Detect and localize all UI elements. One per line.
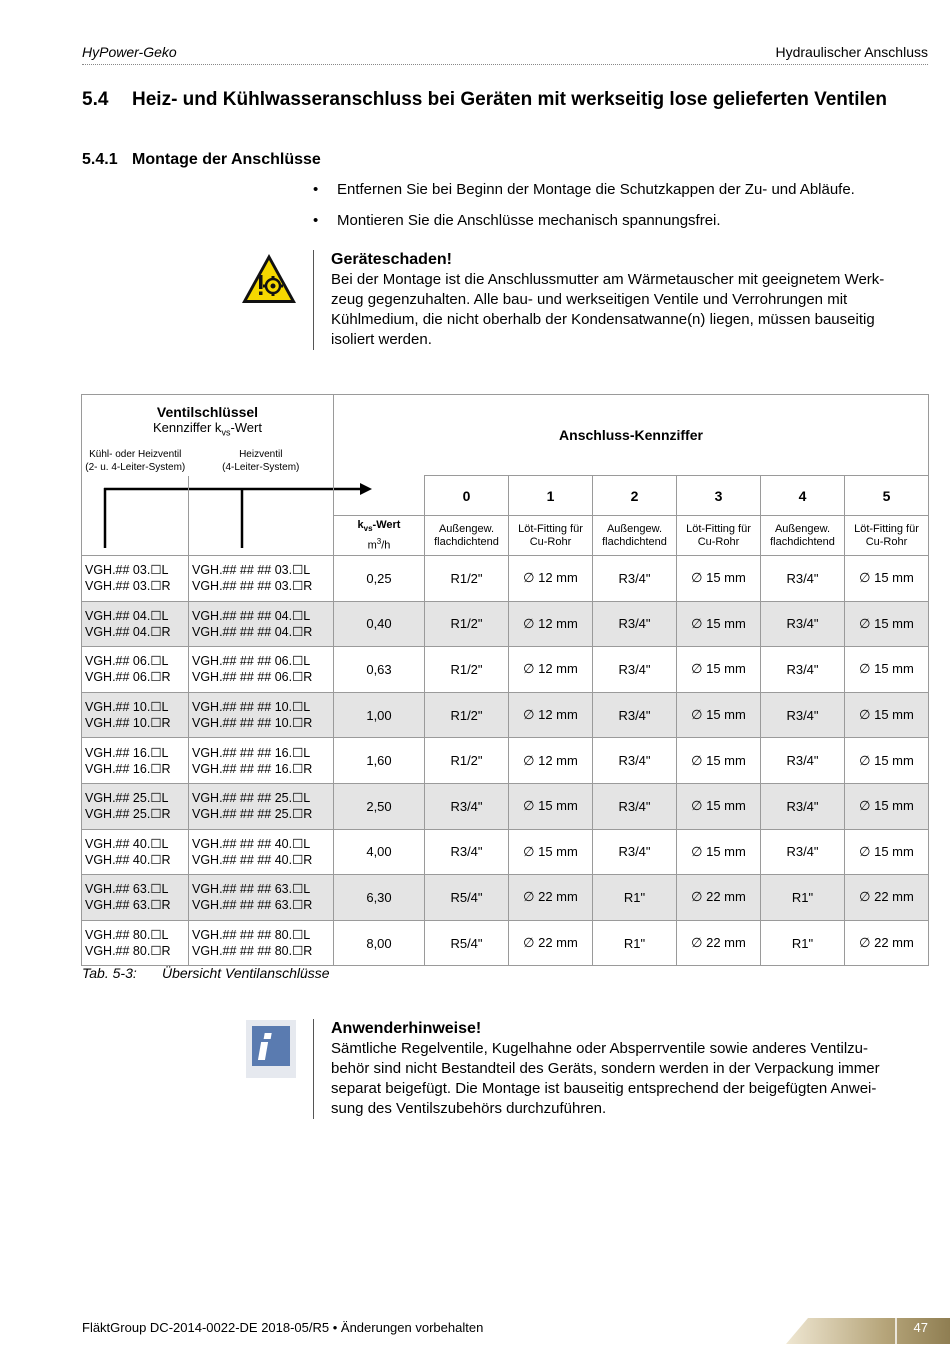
connection-size: R1" xyxy=(761,920,845,966)
connection-size: ∅ 15 mm xyxy=(677,783,761,829)
warning-line: isoliert werden. xyxy=(331,331,432,348)
section-heading xyxy=(82,89,887,111)
kvs-header: $k_{vs}$-Wert $m^3/h$ xyxy=(334,516,425,556)
subsection-title: Montage der Anschlüsse xyxy=(132,151,321,168)
connection-size: R1/2" xyxy=(425,601,509,647)
kvs-value: 0,25 xyxy=(334,556,425,602)
column-type: Außengew. flachdichtend xyxy=(593,516,677,556)
info-line: Sämtliche Regelventile, Kugelhahne oder Absperrventile sowie anderes Ventilzu- xyxy=(331,1040,868,1057)
connection-size: R1" xyxy=(593,875,677,921)
connection-size: ∅ 15 mm xyxy=(677,692,761,738)
connection-size: ∅ 15 mm xyxy=(509,783,593,829)
key-title: Ventilschlüssel xyxy=(156,404,259,421)
kvs-value: 4,00 xyxy=(334,829,425,875)
connection-size: R3/4" xyxy=(761,601,845,647)
heating-valve-key: VGH.## ## ## 16.☐L VGH.## ## ## 16.☐R xyxy=(189,738,334,784)
bullet-list xyxy=(313,180,855,242)
connection-size: R3/4" xyxy=(425,829,509,875)
connection-size: R1/2" xyxy=(425,738,509,784)
info-notice xyxy=(313,1019,943,1119)
heating-valve-key: VGH.## ## ## 25.☐L VGH.## ## ## 25.☐R xyxy=(189,783,334,829)
connection-size: ∅ 15 mm xyxy=(677,647,761,693)
info-title: Anwenderhinweise! xyxy=(331,1020,482,1037)
connection-size: ∅ 15 mm xyxy=(677,601,761,647)
connection-size: R3/4" xyxy=(593,601,677,647)
column-type: Löt-Fitting für Cu-Rohr xyxy=(845,516,929,556)
heating-valve-key: VGH.## ## ## 80.☐L VGH.## ## ## 80.☐R xyxy=(189,920,334,966)
table-row xyxy=(82,920,929,966)
connection-code-header: Anschluss-Kennziffer xyxy=(334,395,929,476)
connection-size: R3/4" xyxy=(593,647,677,693)
subsection-heading xyxy=(82,151,321,169)
header-left: HyPower-Geko xyxy=(82,44,177,60)
table-row xyxy=(82,875,929,921)
kvs-value: 0,63 xyxy=(334,647,425,693)
connection-size: R3/4" xyxy=(593,829,677,875)
connection-size: ∅ 22 mm xyxy=(845,920,929,966)
table-row xyxy=(82,647,929,693)
table-row xyxy=(82,829,929,875)
cooling-valve-key: VGH.## 06.☐L VGH.## 06.☐R xyxy=(82,647,189,693)
heating-valve-label: Heizventil (4-Leiter-System) xyxy=(189,448,334,476)
info-line: behör sind nicht Bestandteil des Geräts, sondern werden in der Verpackung immer xyxy=(331,1060,880,1077)
table-row xyxy=(82,692,929,738)
connection-size: ∅ 12 mm xyxy=(509,601,593,647)
subsection-number: 5.4.1 xyxy=(82,151,118,168)
connection-size: ∅ 22 mm xyxy=(677,875,761,921)
footer-text: FläktGroup DC-2014-0022-DE 2018-05/R5 • Änderungen vorbehalten xyxy=(82,1320,484,1335)
cooling-valve-key: VGH.## 03.☐L VGH.## 03.☐R xyxy=(82,556,189,602)
warning-triangle-icon xyxy=(240,252,298,306)
kvs-value: 0,40 xyxy=(334,601,425,647)
connection-size: R1/2" xyxy=(425,647,509,693)
cooling-valve-key: VGH.## 16.☐L VGH.## 16.☐R xyxy=(82,738,189,784)
connection-size: R1/2" xyxy=(425,556,509,602)
bullet-item: • Montieren Sie die Anschlüsse mechanisch spannungsfrei. xyxy=(313,211,855,231)
connection-size: ∅ 15 mm xyxy=(845,829,929,875)
connection-size: ∅ 15 mm xyxy=(845,692,929,738)
connection-size: R3/4" xyxy=(761,647,845,693)
connection-size: ∅ 12 mm xyxy=(509,556,593,602)
info-icon xyxy=(246,1020,296,1078)
connection-size: ∅ 22 mm xyxy=(509,875,593,921)
connection-size: ∅ 15 mm xyxy=(677,556,761,602)
connection-size: R3/4" xyxy=(761,556,845,602)
cooling-valve-key: VGH.## 04.☐L VGH.## 04.☐R xyxy=(82,601,189,647)
cooling-valve-key: VGH.## 25.☐L VGH.## 25.☐R xyxy=(82,783,189,829)
info-line: separat beigefügt. Die Montage ist bauseitig entsprechend der beigefügten Anwei- xyxy=(331,1080,877,1097)
connection-size: ∅ 22 mm xyxy=(845,875,929,921)
connection-size: ∅ 15 mm xyxy=(677,829,761,875)
connection-size: ∅ 15 mm xyxy=(845,601,929,647)
connection-size: R3/4" xyxy=(425,783,509,829)
connection-size: R3/4" xyxy=(593,692,677,738)
caption-text: Übersicht Ventilanschlüsse xyxy=(162,965,330,981)
heating-valve-key: VGH.## ## ## 10.☐L VGH.## ## ## 10.☐R xyxy=(189,692,334,738)
heating-valve-key: VGH.## ## ## 06.☐L VGH.## ## ## 06.☐R xyxy=(189,647,334,693)
connection-size: ∅ 22 mm xyxy=(509,920,593,966)
connection-size: R3/4" xyxy=(761,738,845,784)
connection-digit: 2 xyxy=(593,476,677,516)
connection-size: R5/4" xyxy=(425,920,509,966)
connection-size: ∅ 15 mm xyxy=(509,829,593,875)
section-number: 5.4 xyxy=(82,89,109,110)
bullet-item: • Entfernen Sie bei Beginn der Montage die Schutzkappen der Zu- und Abläufe. xyxy=(313,180,855,200)
key-header xyxy=(82,395,334,448)
heating-valve-key: VGH.## ## ## 03.☐L VGH.## ## ## 03.☐R xyxy=(189,556,334,602)
cooling-heating-valve-label: Kühl- oder Heizventil (2- u. 4-Leiter-System) xyxy=(82,448,189,476)
connection-size: ∅ 12 mm xyxy=(509,692,593,738)
column-type: Löt-Fitting für Cu-Rohr xyxy=(677,516,761,556)
heating-valve-key: VGH.## ## ## 63.☐L VGH.## ## ## 63.☐R xyxy=(189,875,334,921)
caption-number: Tab. 5-3: xyxy=(82,965,137,981)
table-caption xyxy=(82,965,330,981)
table-row xyxy=(82,601,929,647)
page-number: 47 xyxy=(913,1320,928,1335)
connection-size: ∅ 22 mm xyxy=(677,920,761,966)
warning-line: Kühlmedium, die nicht oberhalb der Kondensatwanne(n) liegen, müssen bauseitig xyxy=(331,311,875,328)
connection-digit: 3 xyxy=(677,476,761,516)
warning-line: zeug gegenzuhalten. Alle bau- und werkseitigen Ventile und Verrohrungen mit xyxy=(331,291,848,308)
section-title: Heiz- und Kühlwasseranschluss bei Geräten mit werkseitig lose gelieferten Ventilen xyxy=(132,89,887,110)
table-row xyxy=(82,556,929,602)
connection-size: R1/2" xyxy=(425,692,509,738)
cooling-valve-key: VGH.## 80.☐L VGH.## 80.☐R xyxy=(82,920,189,966)
connection-digit: 0 xyxy=(425,476,509,516)
cooling-valve-key: VGH.## 40.☐L VGH.## 40.☐R xyxy=(82,829,189,875)
connection-size: ∅ 15 mm xyxy=(845,783,929,829)
connection-size: ∅ 15 mm xyxy=(845,738,929,784)
connection-digit: 5 xyxy=(845,476,929,516)
column-type: Außengew. flachdichtend xyxy=(761,516,845,556)
kvs-value: 2,50 xyxy=(334,783,425,829)
connection-size: ∅ 15 mm xyxy=(677,738,761,784)
table-row xyxy=(82,783,929,829)
warning-notice xyxy=(313,250,943,350)
info-line: sung des Ventilszubehörs durchzuführen. xyxy=(331,1100,607,1117)
table-row xyxy=(82,738,929,784)
connection-size: ∅ 12 mm xyxy=(509,738,593,784)
heating-valve-key: VGH.## ## ## 04.☐L VGH.## ## ## 04.☐R xyxy=(189,601,334,647)
connection-size: R3/4" xyxy=(761,783,845,829)
connection-size: ∅ 12 mm xyxy=(509,647,593,693)
kvs-value: 8,00 xyxy=(334,920,425,966)
connection-size: ∅ 15 mm xyxy=(845,556,929,602)
connection-size: R3/4" xyxy=(761,829,845,875)
connection-size: R3/4" xyxy=(593,738,677,784)
key-subtitle: Kennziffer $k_{vs}$-Wert xyxy=(153,420,262,439)
column-type: Außengew. flachdichtend xyxy=(425,516,509,556)
kvs-value: 6,30 xyxy=(334,875,425,921)
cooling-valve-key: VGH.## 10.☐L VGH.## 10.☐R xyxy=(82,692,189,738)
kvs-value: 1,60 xyxy=(334,738,425,784)
header-right: Hydraulischer Anschluss xyxy=(775,44,928,60)
connection-size: R5/4" xyxy=(425,875,509,921)
warning-title: Geräteschaden! xyxy=(331,251,452,268)
valve-table xyxy=(81,394,929,966)
heating-valve-key: VGH.## ## ## 40.☐L VGH.## ## ## 40.☐R xyxy=(189,829,334,875)
connection-size: R1" xyxy=(593,920,677,966)
kvs-value: 1,00 xyxy=(334,692,425,738)
column-type: Löt-Fitting für Cu-Rohr xyxy=(509,516,593,556)
connection-digit: 1 xyxy=(509,476,593,516)
connection-size: R3/4" xyxy=(761,692,845,738)
connection-size: R3/4" xyxy=(593,783,677,829)
cooling-valve-key: VGH.## 63.☐L VGH.## 63.☐R xyxy=(82,875,189,921)
connection-size: R1" xyxy=(761,875,845,921)
connection-size: R3/4" xyxy=(593,556,677,602)
connection-size: ∅ 15 mm xyxy=(845,647,929,693)
header-rule xyxy=(82,64,928,65)
warning-line: Bei der Montage ist die Anschlussmutter am Wärmetauscher mit geeignetem Werk- xyxy=(331,271,885,288)
connection-digit: 4 xyxy=(761,476,845,516)
valve-table-body xyxy=(82,556,929,966)
